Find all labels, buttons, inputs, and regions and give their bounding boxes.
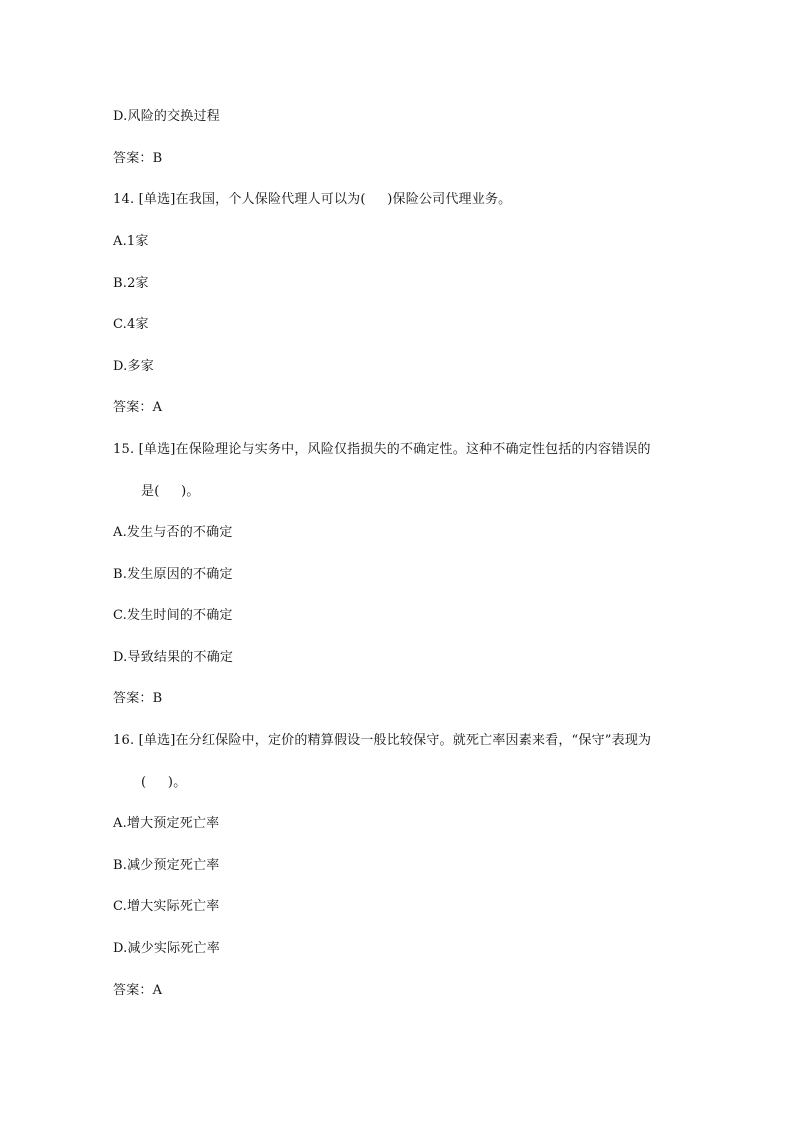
q16-option-c: C.增大实际死亡率 (113, 899, 220, 914)
q15-option-b: B.发生原因的不确定 (113, 567, 233, 582)
q14-question: 14. [单选]在我国，个人保险代理人可以为( )保险公司代理业务。 (113, 192, 512, 207)
q14-option-c: C.4家 (113, 317, 149, 332)
q16-answer: 答案：A (113, 983, 163, 998)
q15-answer: 答案：B (113, 691, 163, 706)
q15-option-d: D.导致结果的不确定 (113, 650, 234, 665)
q14-option-d: D.多家 (113, 359, 154, 374)
q13-option-d: D.风险的交换过程 (113, 109, 220, 124)
q16-question-continuation: ( )。 (141, 775, 187, 790)
q15-question: 15. [单选]在保险理论与实务中，风险仅指损失的不确定性。这种不确定性包括的内容错误的 (113, 442, 651, 457)
q15-option-a: A.发生与否的不确定 (113, 525, 233, 540)
q14-option-b: B.2家 (113, 276, 149, 291)
q15-option-c: C.发生时间的不确定 (113, 608, 233, 623)
q16-option-d: D.减少实际死亡率 (113, 941, 220, 956)
q16-question: 16. [单选]在分红保险中，定价的精算假设一般比较保守。就死亡率因素来看，“保守”表现为 (113, 733, 652, 748)
q13-answer: 答案：B (113, 151, 163, 166)
q15-question-continuation: 是( )。 (141, 484, 200, 499)
q16-option-b: B.减少预定死亡率 (113, 858, 220, 873)
q16-option-a: A.增大预定死亡率 (113, 816, 220, 831)
q14-option-a: A.1家 (113, 234, 149, 249)
q14-answer: 答案：A (113, 400, 163, 415)
